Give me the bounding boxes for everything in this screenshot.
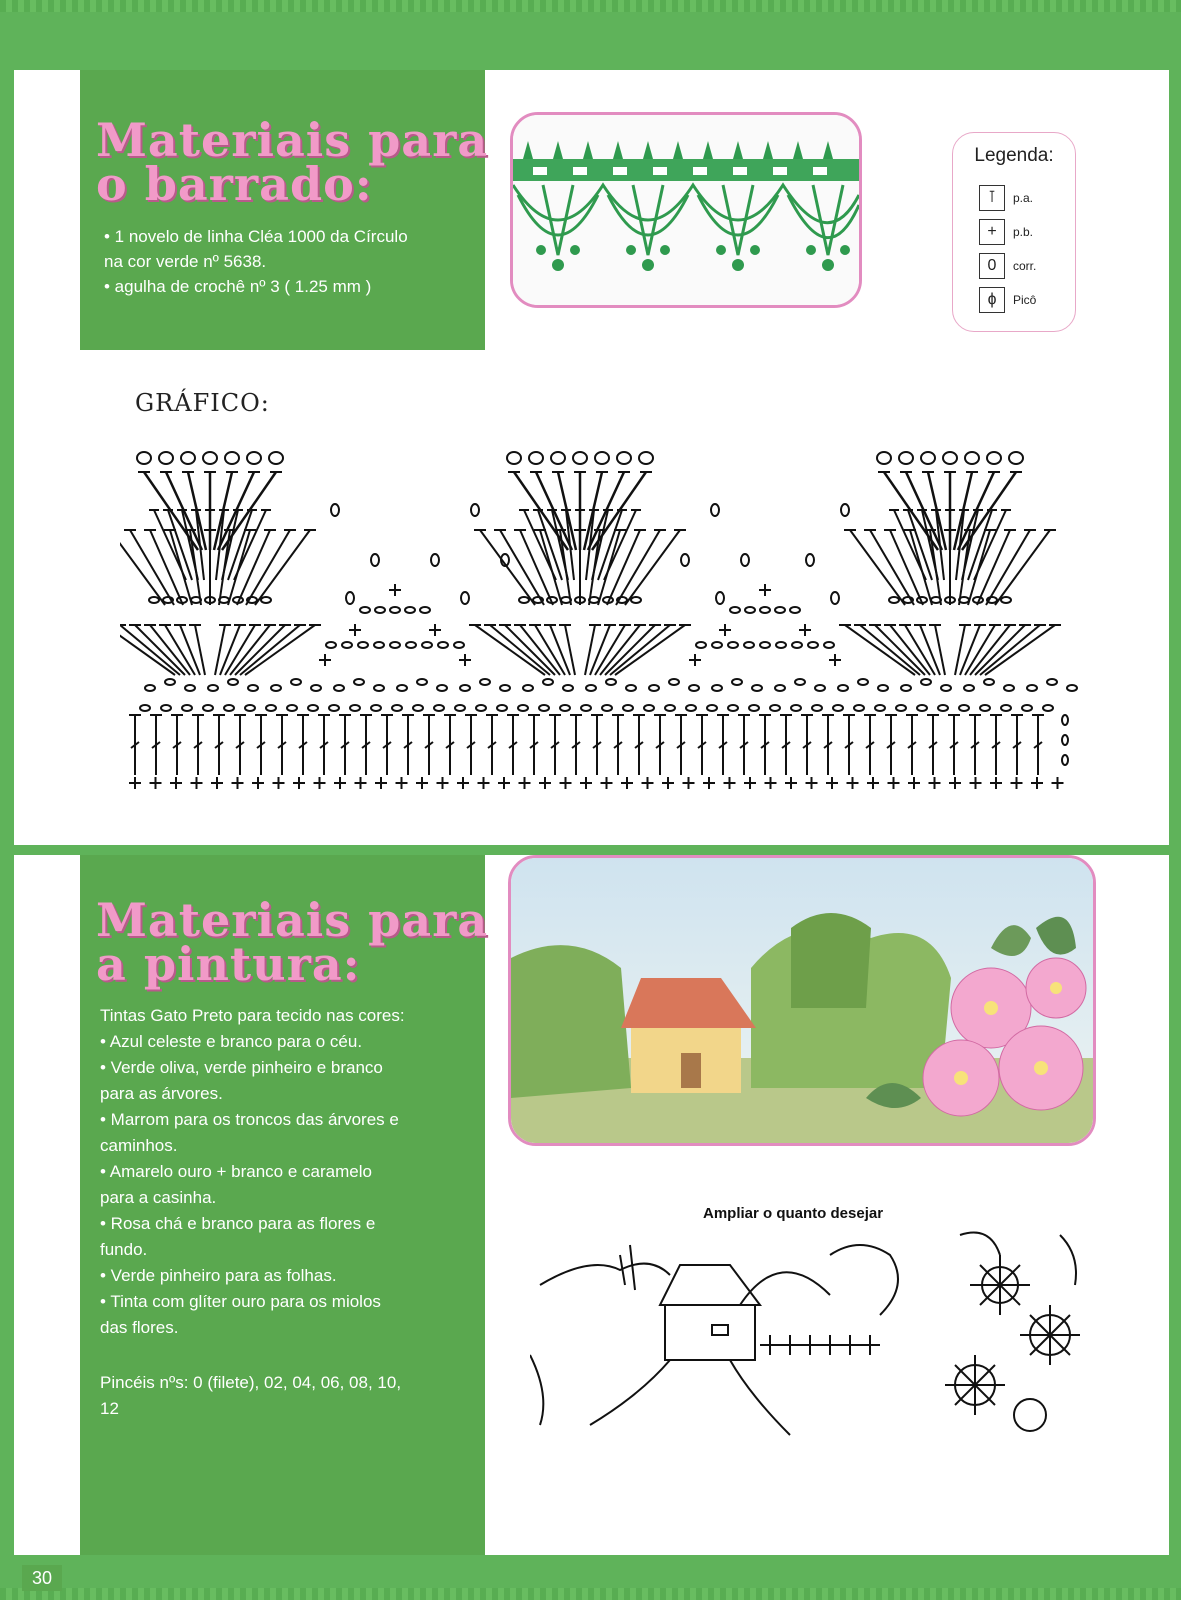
painting-line-drawing [530,1225,1090,1465]
pico-symbol-icon: ɸ [979,287,1005,313]
materials-crochet-title: Materiais para o barrado: [96,113,489,211]
materials-paint-title: Materiais para a pintura: [96,893,489,991]
page-number: 30 [22,1565,62,1591]
crochet-edging-photo [510,112,862,308]
grafico-heading: GRÁFICO: [135,389,270,417]
corr-symbol-icon: 0 [979,253,1005,279]
painting-photo [508,855,1096,1146]
materials-paint-list: Tintas Gato Preto para tecido nas cores: • Azul celeste e branco para o céu. • Verde oliva, verde pinheiro e branco para as árvores. • Marrom para os troncos das árvores e caminhos. • Amarelo ouro + branco e caramelo para a casinha. • Rosa chá e branco para as flores e fundo. • Verde pinheiro para as folhas. • Tinta com glíter ouro para os miolos das flores. [100,1006,405,1337]
brushes-list: Pincéis nºs: 0 (filete), 02, 04, 06, 08, 10, 12 [100,1373,402,1418]
enlarge-caption: Ampliar o quanto desejar [703,1205,884,1222]
legend-box: Legenda: ⊺ p.a. + p.b. 0 corr. ɸ Picô [952,132,1076,332]
crochet-chart [120,430,1095,805]
pa-symbol-icon: ⊺ [979,185,1005,211]
top-stripe [0,0,1181,12]
legend-title: Legenda: [974,145,1054,166]
bottom-stripe [0,1588,1181,1600]
pb-symbol-icon: + [979,219,1005,245]
materials-crochet-list: • 1 novelo de linha Cléa 1000 da Círculo na cor verde nº 5638. • agulha de crochê nº 3 ( 1.25 mm ) [104,227,408,296]
